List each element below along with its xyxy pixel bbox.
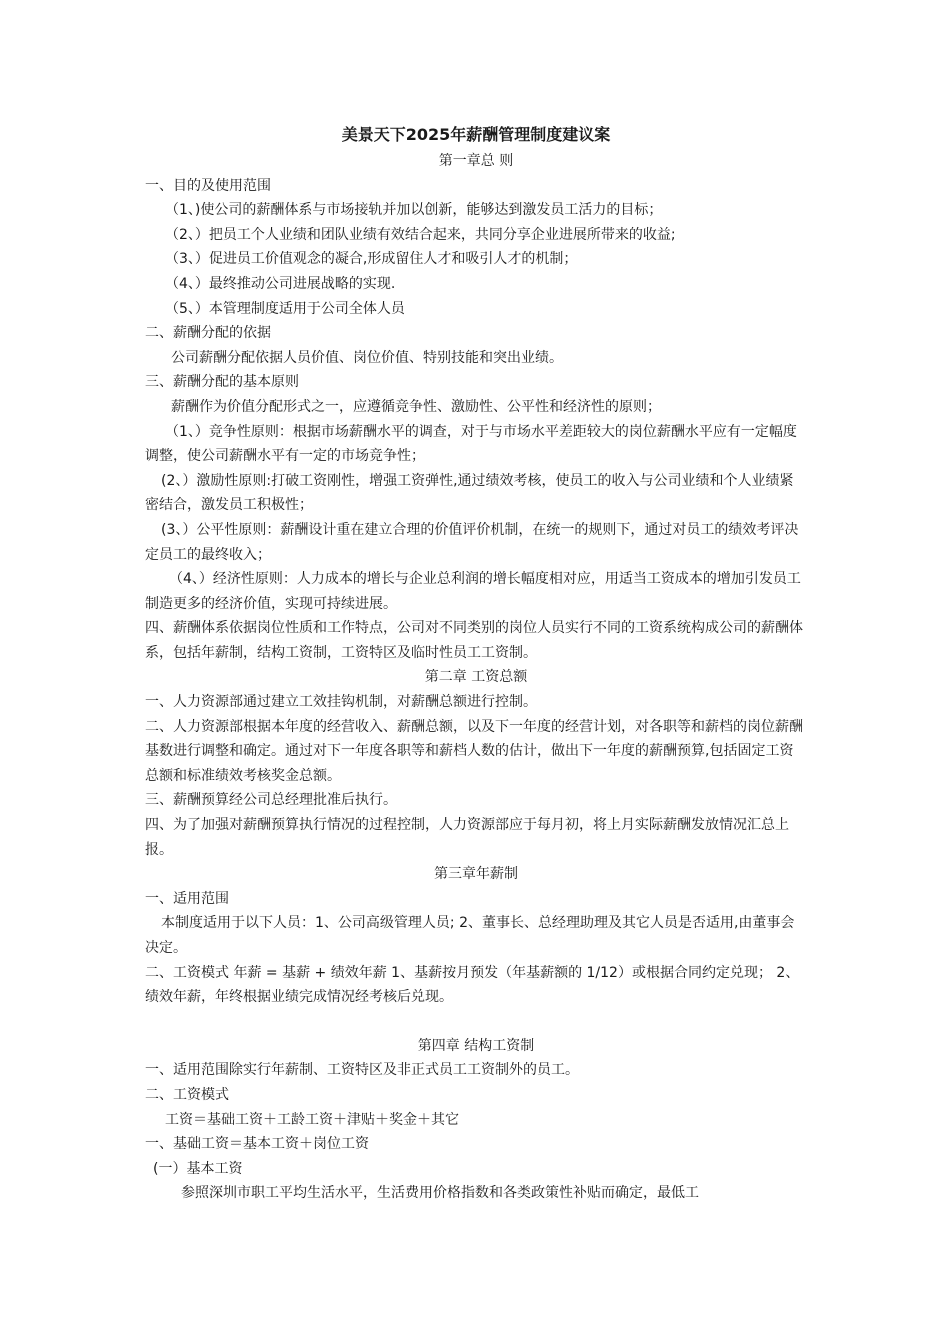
paragraph: 二、人力资源部根据本年度的经营收入、薪酬总额，以及下一年度的经营计划，对各职等和薪档的岗位薪酬基数进行调整和确定。通过对下一年度各职等和薪档人数的估计，做出下一年度的薪酬预算,包括固定工资总额和标准绩效考核奖金总额。	[145, 718, 803, 784]
subsection-heading: (一）基本工资	[153, 1160, 243, 1177]
paragraph: 一、人力资源部通过建立工效挂钩机制，对薪酬总额进行控制。	[145, 694, 537, 711]
spacer	[145, 1010, 807, 1034]
section-heading: 二、工资模式	[145, 1086, 229, 1103]
section-heading: 三、薪酬分配的基本原则	[145, 374, 299, 391]
paragraph: 本制度适用于以下人员：1、公司高级管理人员; 2、董事长、总经理助理及其它人员是否适用,由董事会决定。	[145, 915, 795, 956]
list-item: （3、）促进员工价值观念的凝合,形成留住人才和吸引人才的机制；	[165, 251, 578, 268]
paragraph: (3、）公平性原则：薪酬设计重在建立合理的价值评价机制，在统一的规则下，通过对员工的绩效考评决定员工的最终收入；	[145, 521, 799, 563]
paragraph: （1、）竞争性原则：根据市场薪酬水平的调查，对于与市场水平差距较大的岗位薪酬水平应有一定幅度调整，使公司薪酬水平有一定的市场竞争性；	[145, 423, 797, 465]
paragraph: （4、）经济性原则：人力成本的增长与企业总利润的增长幅度相对应，用适当工资成本的增加引发员工制造更多的经济价值，实现可持续进展。	[145, 571, 801, 612]
chapter-1-heading: 第一章总 则	[438, 153, 514, 169]
paragraph: 四、薪酬体系依据岗位性质和工作特点，公司对不同类别的岗位人员实行不同的工资系统构成公司的薪酬体系，包括年薪制，结构工资制，工资特区及临时性员工工资制。	[145, 620, 803, 661]
formula: 工资＝基础工资＋工龄工资＋津贴＋奖金＋其它	[165, 1111, 459, 1128]
list-item: （1、)使公司的薪酬体系与市场接轨并加以创新，能够达到激发员工活力的目标；	[165, 202, 663, 219]
list-item: （2、）把员工个人业绩和团队业绩有效结合起来，共同分享企业进展所带来的收益;	[165, 226, 676, 243]
section-heading: 一、适用范围	[145, 890, 229, 907]
section-heading: 一、基础工资＝基本工资＋岗位工资	[145, 1136, 369, 1153]
document-body	[145, 121, 807, 1206]
paragraph: (2、）激励性原则:打破工资刚性，增强工资弹性,通过绩效考核，使员工的收入与公司业绩和个人业绩紧密结合，激发员工积极性；	[145, 472, 794, 514]
list-item: （5、）本管理制度适用于公司全体人员	[165, 300, 405, 317]
paragraph: 三、薪酬预算经公司总经理批准后执行。	[145, 792, 397, 809]
paragraph: 二、工资模式 年薪 = 基薪 + 绩效年薪 1、基薪按月预发（年基薪额的 1/12）或根据合同约定兑现； 2、绩效年薪，年终根据业绩完成情况经考核后兑现。	[145, 964, 800, 1006]
chapter-4-heading: 第四章 结构工资制	[417, 1037, 535, 1054]
paragraph: 公司薪酬分配依据人员价值、岗位价值、特别技能和突出业绩。	[171, 349, 563, 366]
document-title: 美景天下2025年薪酬管理制度建议案	[341, 125, 611, 144]
paragraph: 薪酬作为价值分配形式之一，应遵循竞争性、激励性、公平性和经济性的原则；	[171, 398, 661, 415]
paragraph: 四、为了加强对薪酬预算执行情况的过程控制，人力资源部应于每月初，将上月实际薪酬发放情况汇总上报。	[145, 817, 789, 858]
section-heading: 一、目的及使用范围	[145, 177, 271, 194]
chapter-3-heading: 第三章年薪制	[434, 866, 518, 883]
chapter-2-heading: 第二章 工资总额	[424, 669, 528, 686]
list-item: （4、）最终推动公司进展战略的实现.	[165, 275, 396, 292]
paragraph: 一、适用范围除实行年薪制、工资特区及非正式员工工资制外的员工。	[145, 1062, 579, 1079]
paragraph: 参照深圳市职工平均生活水平，生活费用价格指数和各类政策性补贴而确定，最低工	[181, 1185, 699, 1202]
section-heading: 二、薪酬分配的依据	[145, 325, 271, 342]
